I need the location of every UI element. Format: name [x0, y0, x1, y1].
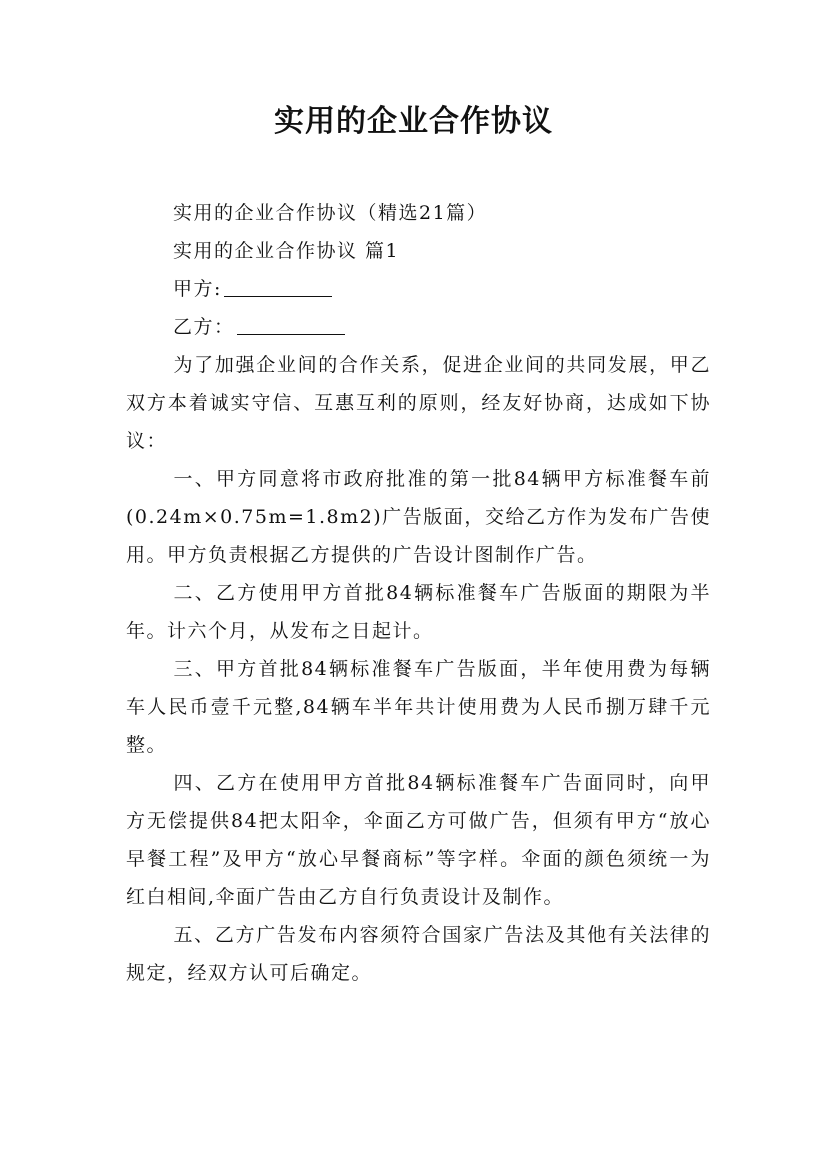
paragraph-clause-3: 三、甲方首批84辆标准餐车广告版面，半年使用费为每辆车人民币壹千元整,84辆车半年共计使用费为人民币捌万肆千元整。	[126, 658, 711, 756]
party-b-line	[126, 308, 711, 346]
party-b-blank	[237, 314, 345, 335]
paragraph-clause-4: 四、乙方在使用甲方首批84辆标准餐车广告面同时，向甲方无偿提供84把太阳伞，伞面乙方可做广告，但须有甲方“放心早餐工程”及甲方“放心早餐商标”等字样。伞面的颜色须统一为红白相间,伞面广告由乙方自行负责设计及制作。	[126, 772, 711, 908]
paragraph-clause-2: 二、乙方使用甲方首批84辆标准餐车广告版面的期限为半年。计六个月，从发布之日起计。	[126, 582, 711, 642]
paragraph-intro: 为了加强企业间的合作关系，促进企业间的共同发展，甲乙双方本着诚实守信、互惠互利的原则，经友好协商，达成如下协议：	[126, 354, 711, 452]
document-title: 实用的企业合作协议	[274, 104, 553, 139]
party-a-blank	[224, 276, 332, 297]
party-a-label: 甲方:	[173, 278, 222, 300]
section-heading: 实用的企业合作协议 篇1	[173, 240, 400, 262]
paragraph-clause-1: 一、甲方同意将市政府批准的第一批84辆甲方标准餐车前(0.24m×0.75m=1.8m2)广告版面，交给乙方作为发布广告使用。甲方负责根据乙方提供的广告设计图制作广告。	[126, 468, 711, 566]
party-a-line	[126, 270, 711, 308]
document-body	[126, 194, 711, 992]
party-b-label: 乙方：	[173, 316, 235, 338]
document-subtitle: 实用的企业合作协议（精选21篇）	[173, 202, 488, 224]
paragraph-clause-5: 五、乙方广告发布内容须符合国家广告法及其他有关法律的规定，经双方认可后确定。	[126, 924, 711, 984]
